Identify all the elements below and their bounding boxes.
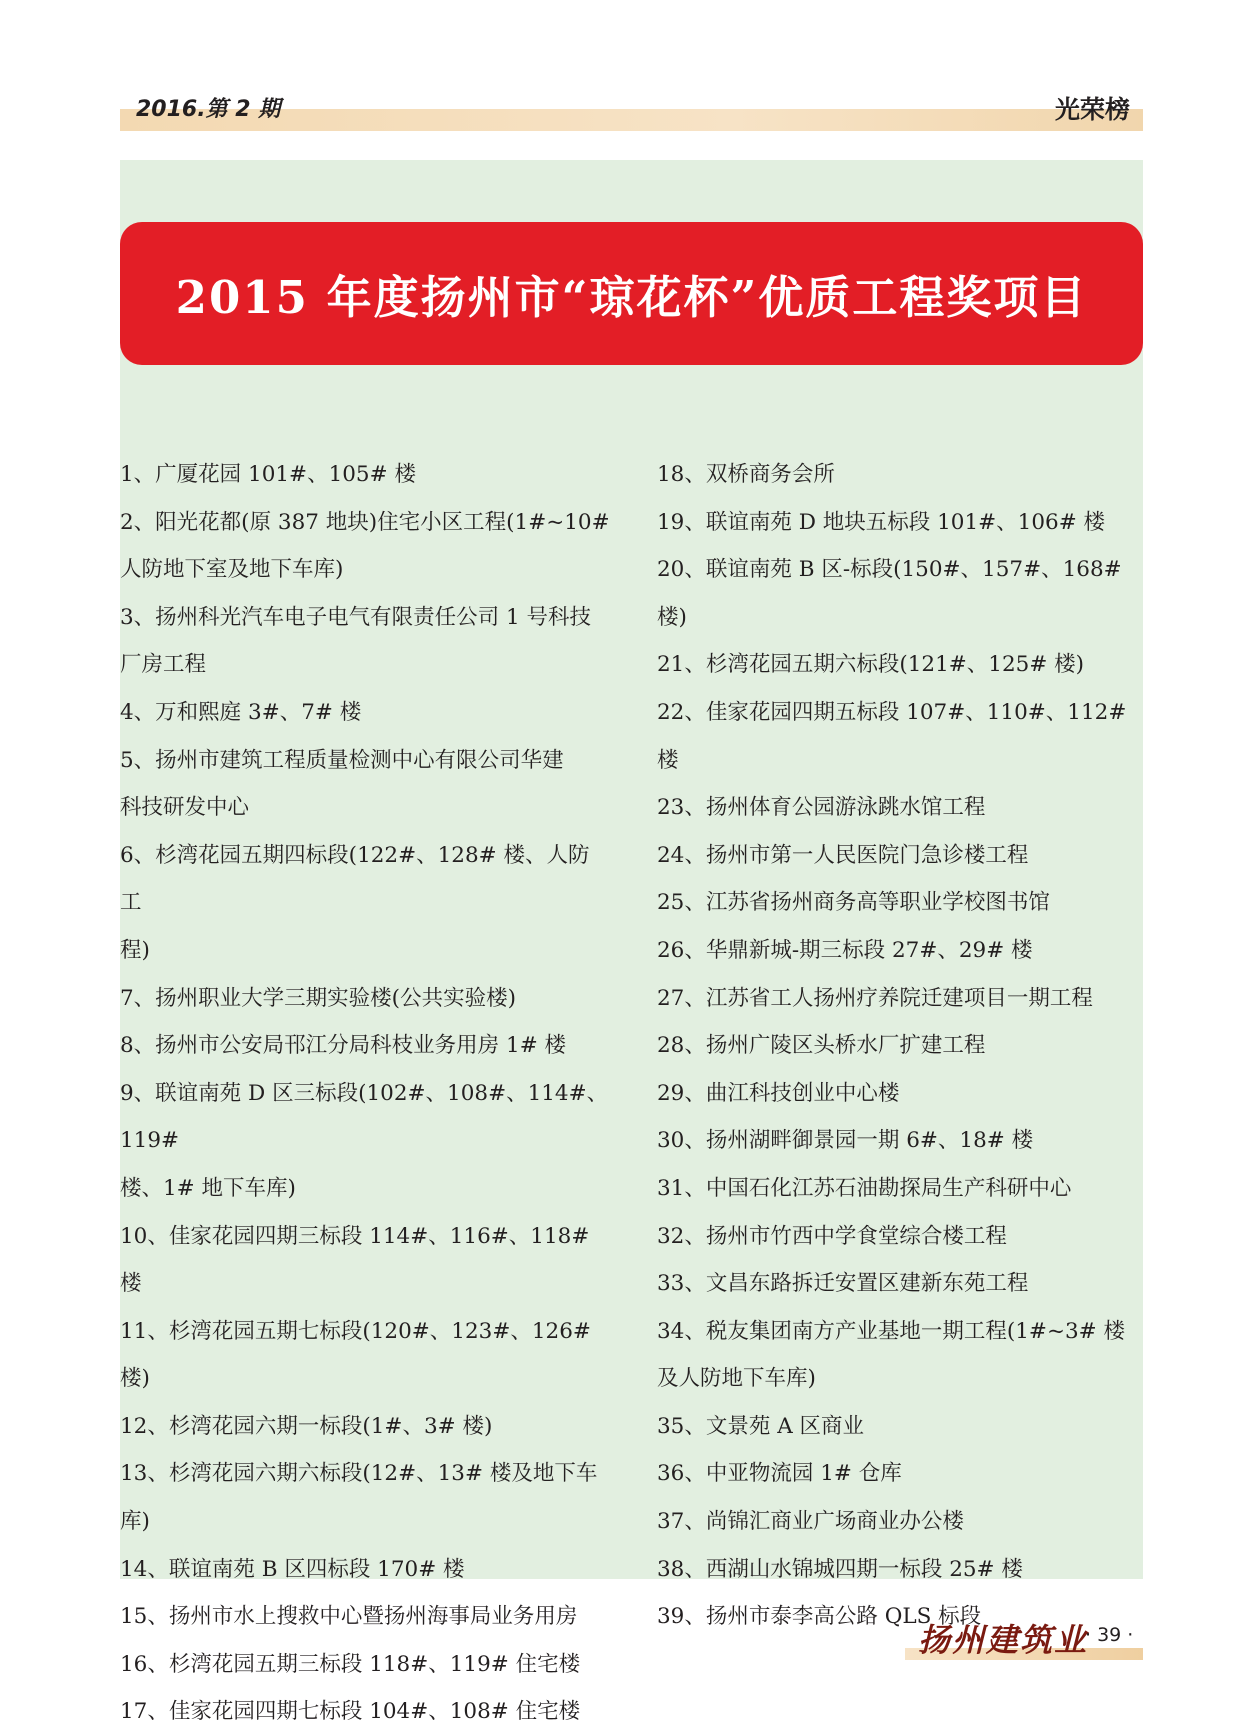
magazine-logo: 扬州建筑业: [918, 1621, 1089, 1659]
list-item: 18、双桥商务会所: [657, 462, 835, 487]
list-item: 6、杉湾花园五期四标段(122#、128# 楼、人防工 程): [120, 842, 590, 963]
list-item: 9、联谊南苑 D 区三标段(102#、108#、114#、119# 楼、1# 地下车库): [120, 1080, 609, 1201]
list-item: 14、联谊南苑 B 区四标段 170# 楼: [120, 1556, 465, 1582]
list-item: 17、佳家花园四期七标段 104#、108# 住宅楼: [120, 1699, 581, 1725]
list-item: 22、佳家花园四期五标段 107#、110#、112# 楼: [657, 699, 1127, 773]
list-item: 28、扬州广陵区头桥水厂扩建工程: [657, 1033, 986, 1059]
list-item: 20、联谊南苑 B 区-标段(150#、157#、168# 楼): [657, 557, 1122, 630]
list-item: 30、扬州湖畔御景园一期 6#、18# 楼: [657, 1128, 1034, 1154]
list-item: 36、中亚物流园 1# 仓库: [657, 1461, 902, 1487]
list-item: 12、杉湾花园六期一标段(1#、3# 楼): [120, 1413, 493, 1439]
list-item: 39、扬州市泰李高公路 QLS 标段: [657, 1604, 982, 1630]
page-number: · 39 ·: [1085, 1624, 1134, 1646]
list-item: 8、扬州市公安局邗江分局科枝业务用房 1# 楼: [120, 1033, 567, 1059]
list-item: 32、扬州市竹西中学食堂综合楼工程: [657, 1223, 1007, 1249]
list-item: 37、尚锦汇商业广场商业办公楼: [657, 1509, 964, 1535]
list-item: 11、杉湾花园五期七标段(120#、123#、126# 楼): [120, 1318, 591, 1392]
list-item: 15、扬州市水上搜救中心暨扬州海事局业务用房: [120, 1604, 578, 1630]
list-item: 2、阳光花都(原 387 地块)住宅小区工程(1#~10# 人防地下室及地下车库): [120, 509, 610, 583]
list-item: 34、税友集团南方产业基地一期工程(1#~3# 楼 及人防地下车库): [657, 1318, 1125, 1392]
list-item: 29、曲江科技创业中心楼: [657, 1080, 900, 1106]
list-item: 27、江苏省工人扬州疗养院迁建项目一期工程: [657, 985, 1093, 1011]
issue-label: 2016.第 2 期: [136, 97, 281, 122]
list-item: 33、文昌东路拆迁安置区建新东苑工程: [657, 1271, 1029, 1297]
list-item: 24、扬州市第一人民医院门急诊楼工程: [657, 842, 1029, 868]
list-item: 31、中国石化江苏石油勘探局生产科研中心: [657, 1175, 1072, 1201]
project-list-right: [657, 451, 1153, 1641]
list-item: 3、扬州科光汽车电子电气有限责任公司 1 号科技 厂房工程: [120, 604, 592, 678]
list-item: 5、扬州市建筑工程质量检测中心有限公司华建 科技研发中心: [120, 747, 564, 821]
list-item: 25、江苏省扬州商务高等职业学校图书馆: [657, 890, 1050, 916]
list-item: 1、广厦花园 101#、105# 楼: [120, 462, 416, 487]
list-item: 38、西湖山水锦城四期一标段 25# 楼: [657, 1556, 1023, 1582]
list-item: 21、杉湾花园五期六标段(121#、125# 楼): [657, 652, 1085, 678]
list-item: 7、扬州职业大学三期实验楼(公共实验楼): [120, 985, 516, 1011]
list-item: 35、文景苑 A 区商业: [657, 1413, 865, 1439]
page-title: 2015 年度扬州市“琼花杯”优质工程奖项目: [175, 271, 1088, 324]
list-item: 16、杉湾花园五期三标段 118#、119# 住宅楼: [120, 1651, 581, 1677]
list-item: 10、佳家花园四期三标段 114#、116#、118# 楼: [120, 1223, 590, 1297]
list-item: 4、万和熙庭 3#、7# 楼: [120, 699, 362, 725]
project-list-left: [120, 451, 610, 1736]
list-item: 13、杉湾花园六期六标段(12#、13# 楼及地下车 库): [120, 1461, 598, 1535]
list-item: 19、联谊南苑 D 地块五标段 101#、106# 楼: [657, 509, 1106, 535]
list-item: 23、扬州体育公园游泳跳水馆工程: [657, 795, 986, 821]
section-title: 光荣榜: [1054, 95, 1130, 124]
title-banner: [120, 222, 1143, 365]
list-item: 26、华鼎新城-期三标段 27#、29# 楼: [657, 937, 1033, 963]
